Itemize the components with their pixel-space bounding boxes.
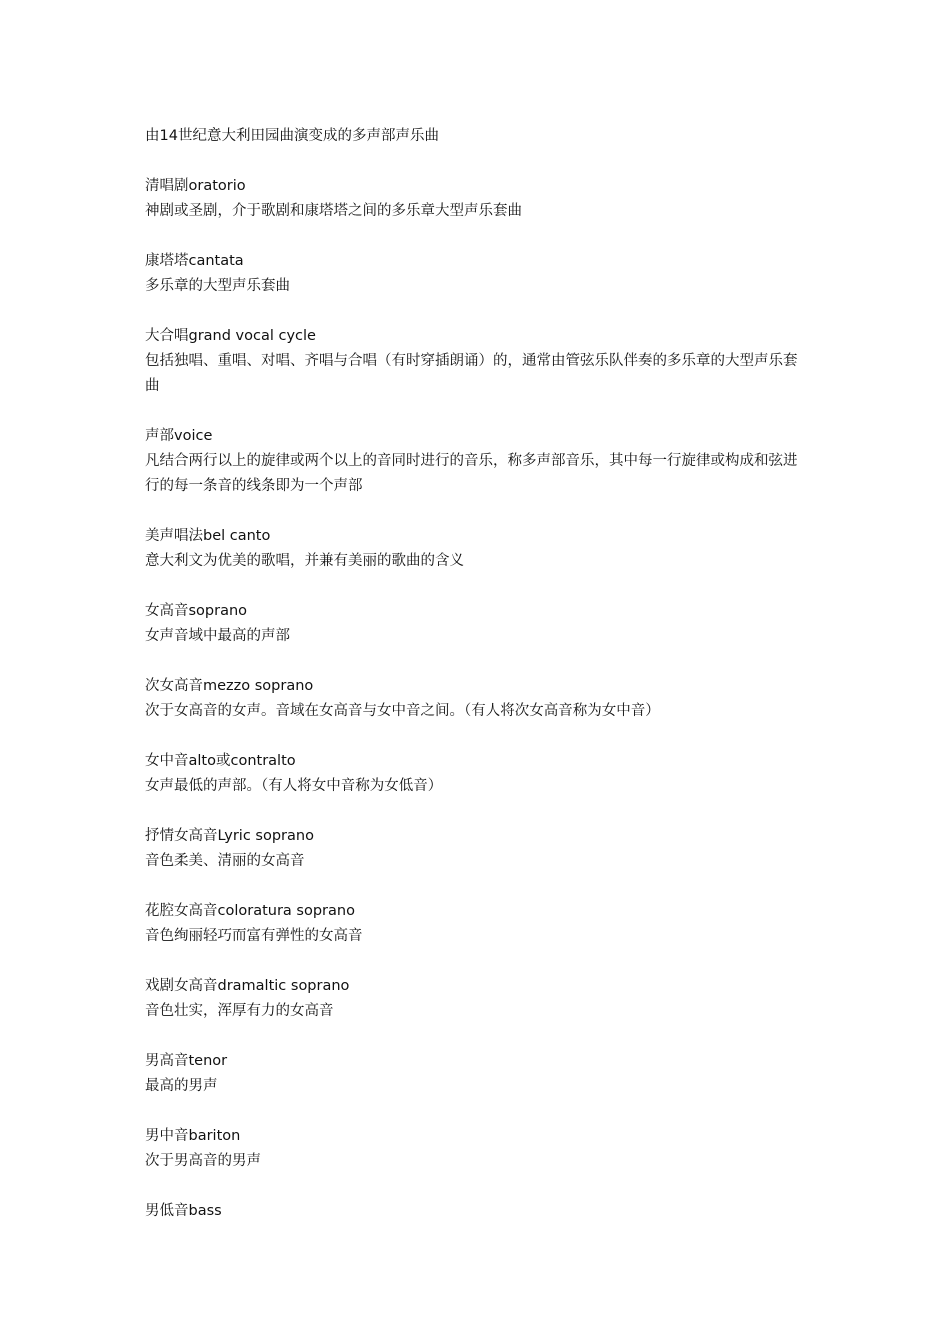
entry-bariton	[145, 1124, 810, 1174]
entry-oratorio	[145, 174, 810, 224]
entry-desc: 音色柔美、清丽的女高音	[145, 853, 305, 869]
entry-coloratura-soprano	[145, 899, 810, 949]
entry-soprano	[145, 599, 810, 649]
entry-desc: 包括独唱、重唱、对唱、齐唱与合唱（有时穿插朗诵）的，通常由管弦乐队伴奏的多乐章的大型声乐套曲	[145, 353, 798, 394]
entry-grand-vocal-cycle	[145, 324, 810, 399]
entry-tenor	[145, 1049, 810, 1099]
entry-alto	[145, 749, 810, 799]
entry-term: 女中音alto或contralto	[145, 753, 296, 769]
entry-cantata	[145, 249, 810, 299]
entry-bel-canto	[145, 524, 810, 574]
entry-desc: 音色绚丽轻巧而富有弹性的女高音	[145, 928, 363, 944]
entry-desc: 女声最低的声部。（有人将女中音称为女低音）	[145, 778, 443, 794]
entry-term: 男低音bass	[145, 1203, 222, 1219]
entry-desc: 音色壮实，浑厚有力的女高音	[145, 1003, 334, 1019]
entry-term: 女高音soprano	[145, 603, 248, 619]
entry-term: 大合唱grand vocal cycle	[145, 328, 316, 344]
document-page	[145, 124, 810, 1249]
entry-desc: 次于女高音的女声。音域在女高音与女中音之间。（有人将次女高音称为女中音）	[145, 703, 660, 719]
entry-desc: 最高的男声	[145, 1078, 218, 1094]
entry-desc: 凡结合两行以上的旋律或两个以上的音同时进行的音乐，称多声部音乐，其中每一行旋律或构成和弦进行的每一条音的线条即为一个声部	[145, 453, 798, 494]
entry-mezzo-soprano	[145, 674, 810, 724]
entry-term: 花腔女高音coloratura soprano	[145, 903, 355, 919]
entry-desc: 神剧或圣剧，介于歌剧和康塔塔之间的多乐章大型声乐套曲	[145, 203, 522, 219]
entry-voice	[145, 424, 810, 499]
entry-desc: 次于男高音的男声	[145, 1153, 261, 1169]
entry-desc: 多乐章的大型声乐套曲	[145, 278, 290, 294]
entry-term: 次女高音mezzo soprano	[145, 678, 314, 694]
entry-term: 美声唱法bel canto	[145, 528, 271, 544]
entry-bass	[145, 1199, 810, 1224]
entry-term: 清唱剧oratorio	[145, 178, 246, 194]
entry-desc: 意大利文为优美的歌唱，并兼有美丽的歌曲的含义	[145, 553, 464, 569]
entry-term: 男中音bariton	[145, 1128, 241, 1144]
entry-dramatic-soprano	[145, 974, 810, 1024]
entry-term: 抒情女高音Lyric soprano	[145, 828, 314, 844]
entry-lyric-soprano	[145, 824, 810, 874]
entry-term: 声部voice	[145, 428, 213, 444]
entry-desc: 女声音域中最高的声部	[145, 628, 290, 644]
intro-line: 由14世纪意大利田园曲演变成的多声部声乐曲	[145, 128, 439, 144]
entry-term: 男高音tenor	[145, 1053, 228, 1069]
entry-term: 康塔塔cantata	[145, 253, 244, 269]
entry-term: 戏剧女高音dramaltic soprano	[145, 978, 350, 994]
